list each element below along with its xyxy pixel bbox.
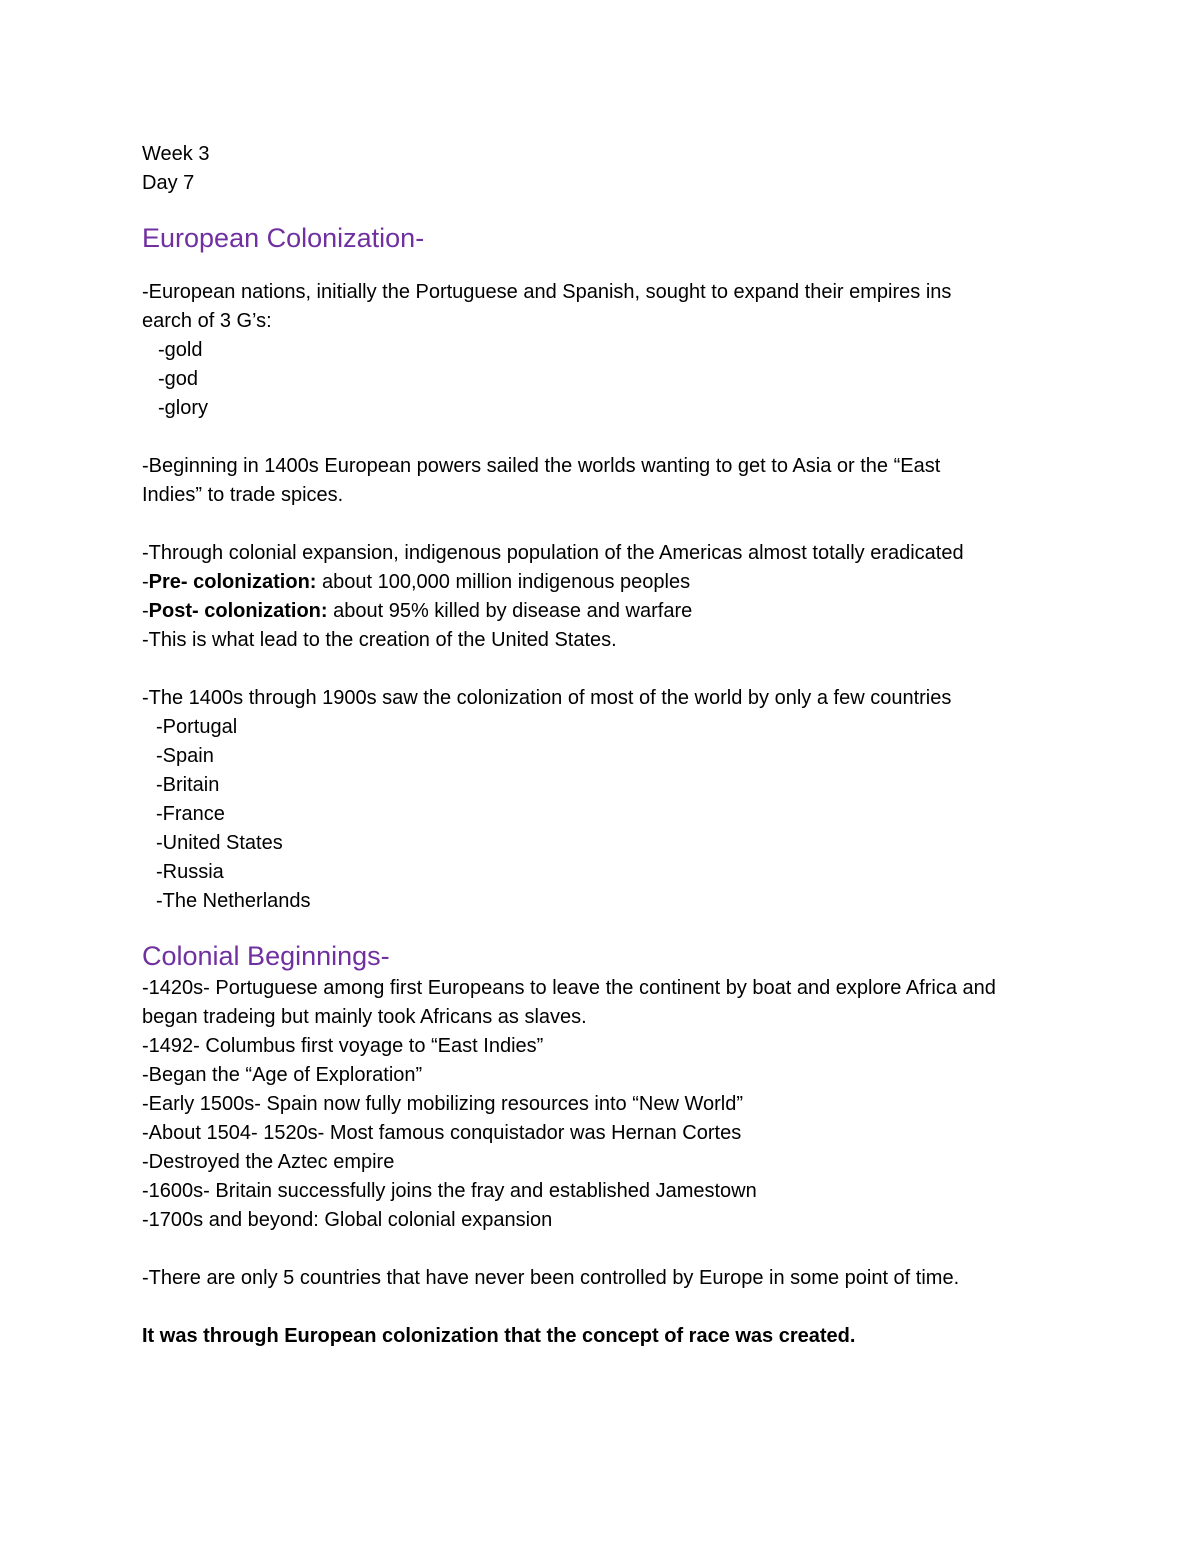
pre-colonization-text: about 100,000 million indigenous peoples [316, 571, 691, 593]
section-heading-european-colonization: European Colonization- [142, 223, 425, 253]
line-prefix: - [142, 600, 149, 622]
paragraph-line: -European nations, initially the Portuguese and Spanish, sought to expand their empires ins [142, 281, 952, 303]
pre-colonization-label: Pre- colonization: [148, 571, 317, 593]
document-body [142, 140, 1082, 1351]
paragraph-line: -This is what lead to the creation of the United States. [142, 629, 617, 651]
paragraph-line: -Through colonial expansion, indigenous population of the Americas almost totally eradicated [142, 542, 964, 564]
timeline-line: -Destroyed the Aztec empire [142, 1151, 395, 1173]
country-item: -Russia [156, 861, 224, 883]
country-item: -France [156, 803, 225, 825]
timeline-line: -1600s- Britain successfully joins the fray and established Jamestown [142, 1180, 757, 1202]
week-label: Week 3 [142, 143, 210, 165]
list-item: -glory [158, 397, 209, 419]
post-colonization-text: about 95% killed by disease and warfare [327, 600, 693, 622]
list-item: -gold [158, 339, 203, 361]
country-item: -United States [156, 832, 283, 854]
pre-colonization-line [142, 568, 1082, 597]
line-prefix: - [142, 571, 149, 593]
country-item: -Spain [156, 745, 214, 767]
note-line: -There are only 5 countries that have never been controlled by Europe in some point of time. [142, 1267, 960, 1289]
section-heading-colonial-beginnings: Colonial Beginnings- [142, 941, 390, 971]
paragraph-line: Indies” to trade spices. [142, 484, 344, 506]
timeline-line: -1700s and beyond: Global colonial expansion [142, 1209, 553, 1231]
country-item: -Portugal [156, 716, 238, 738]
paragraph-line: -The 1400s through 1900s saw the colonization of most of the world by only a few countries [142, 687, 952, 709]
timeline-line: began tradeing but mainly took Africans as slaves. [142, 1006, 587, 1028]
timeline-line: -1420s- Portuguese among first Europeans to leave the continent by boat and explore Africa and [142, 977, 996, 999]
list-item: -god [158, 368, 199, 390]
timeline-line: -Began the “Age of Exploration” [142, 1064, 423, 1086]
timeline-line: -About 1504- 1520s- Most famous conquistador was Hernan Cortes [142, 1122, 742, 1144]
post-colonization-line [142, 597, 1082, 626]
timeline-line: -Early 1500s- Spain now fully mobilizing resources into “New World” [142, 1093, 743, 1115]
country-item: -Britain [156, 774, 220, 796]
paragraph-line: -Beginning in 1400s European powers sailed the worlds wanting to get to Asia or the “East [142, 455, 941, 477]
day-label: Day 7 [142, 172, 195, 194]
post-colonization-label: Post- colonization: [148, 600, 328, 622]
conclusion-line: It was through European colonization that the concept of race was created. [142, 1325, 856, 1347]
country-item: -The Netherlands [156, 890, 311, 912]
timeline-line: -1492- Columbus first voyage to “East Indies” [142, 1035, 544, 1057]
paragraph-line: earch of 3 G’s: [142, 310, 272, 332]
